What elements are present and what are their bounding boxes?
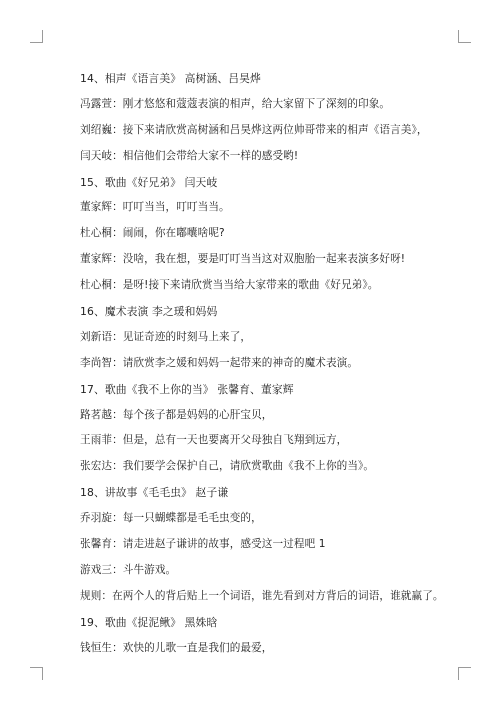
dialogue-line: 路茗越：每个孩子都是妈妈的心肝宝贝， xyxy=(80,408,273,421)
crop-mark-top-left xyxy=(30,30,43,43)
section-heading-19: 19、歌曲《捉泥鳅》 黑姝晗 xyxy=(80,615,218,629)
dialogue-line: 王雨菲：但是，总有一天也要离开父母独自飞翔到远方， xyxy=(80,434,348,447)
dialogue-line: 刘绍巍：接下来请欣赏高树涵和吕昊烨这两位帅哥带来的相声《语言美》， xyxy=(80,123,428,136)
dialogue-line: 杜心桐：是呀!接下来请欣赏当当给大家带来的歌曲《好兄弟》。 xyxy=(80,279,379,292)
crop-mark-bottom-right xyxy=(458,667,471,680)
dialogue-line: 董家辉：叮叮当当，叮叮当当。 xyxy=(80,201,230,214)
crop-mark-bottom-left xyxy=(30,667,43,680)
dialogue-line: 乔羽旋：每一只蝴蝶都是毛毛虫变的， xyxy=(80,512,262,525)
game-title: 游戏三：斗牛游戏。 xyxy=(80,563,177,576)
section-heading-18: 18、讲故事《毛毛虫》 赵子谦 xyxy=(80,486,229,500)
section-heading-17: 17、歌曲《我不上你的当》 张馨育、董家辉 xyxy=(80,382,294,396)
dialogue-line: 李尚智：请欣赏李之媛和妈妈一起带来的神奇的魔术表演。 xyxy=(80,356,359,369)
crop-mark-top-right xyxy=(458,30,471,43)
document-body xyxy=(80,66,470,661)
game-rule: 规则：在两个人的背后贴上一个词语，谁先看到对方背后的词语，谁就赢了。 xyxy=(80,589,444,602)
section-heading-15: 15、歌曲《好兄弟》 闫天岐 xyxy=(80,175,218,189)
section-heading-14: 14、相声《语言美》 高树涵、吕昊烨 xyxy=(80,72,261,85)
dialogue-line: 张宏达：我们要学会保护自己，请欣赏歌曲《我不上你的当》。 xyxy=(80,460,375,473)
dialogue-line: 闫天岐：相信他们会带给大家不一样的感受哟! xyxy=(80,149,299,162)
dialogue-line: 冯露萱：刚才悠悠和蔻蔻表演的相声，给大家留下了深刻的印象。 xyxy=(80,97,391,110)
dialogue-line: 钱恒生：欢快的儿歌一直是我们的最爱， xyxy=(80,641,273,654)
dialogue-line: 刘新语：见证奇迹的时刻马上来了， xyxy=(80,330,252,343)
dialogue-line: 杜心桐：闹闹，你在嘟囔啥呢? xyxy=(80,227,225,240)
section-heading-16: 16、魔术表演 李之瑗和妈妈 xyxy=(80,305,218,319)
dialogue-line: 董家辉：没啥，我在想，要是叮叮当当这对双胞胎一起来表演多好呀! xyxy=(80,253,406,266)
dialogue-line: 张馨育：请走进赵子谦讲的故事，感受这一过程吧 1 xyxy=(80,538,326,551)
